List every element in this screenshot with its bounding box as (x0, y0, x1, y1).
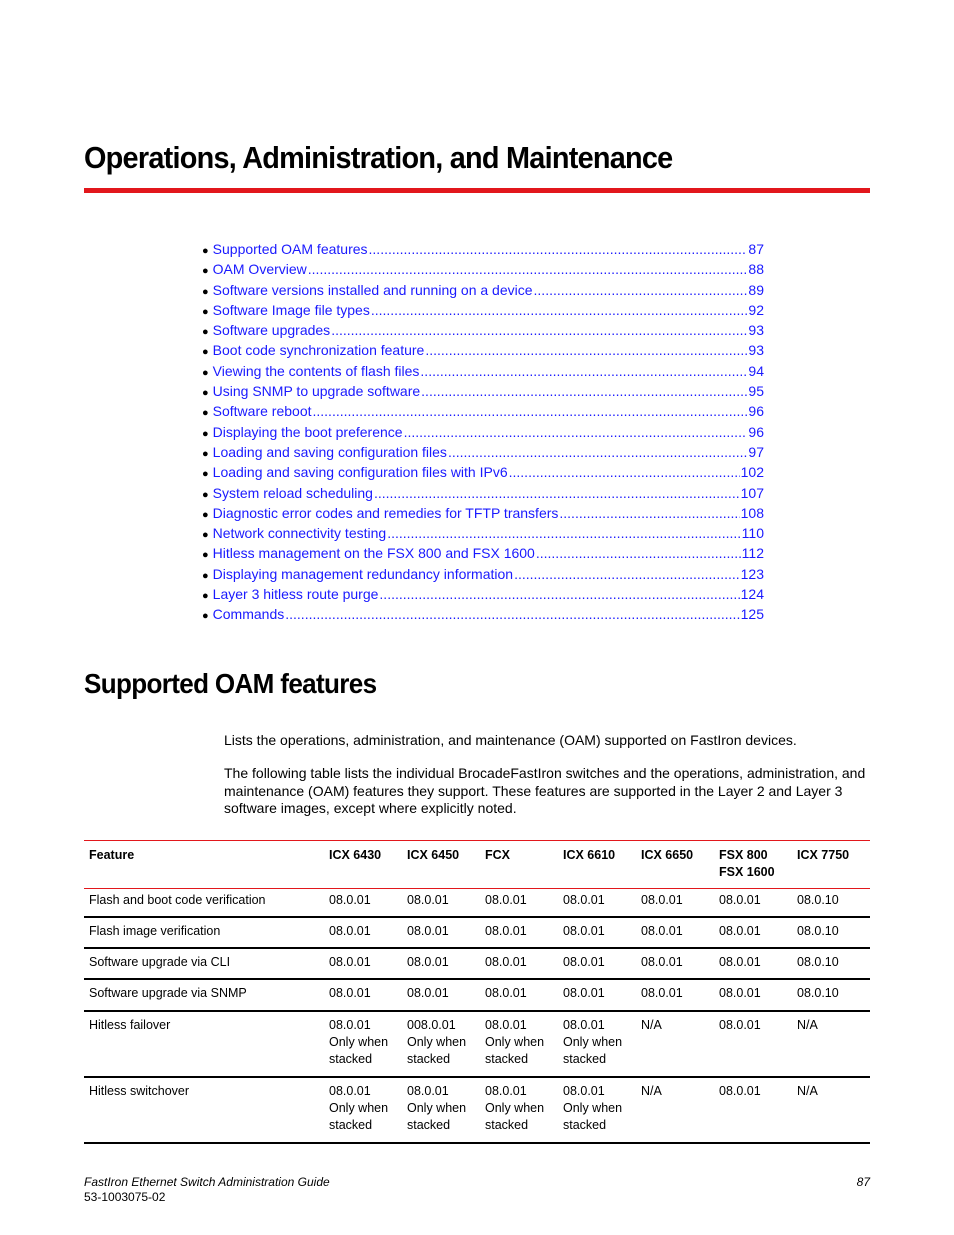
version-cell: 008.0.01 Only when stacked (407, 1017, 467, 1067)
toc-link[interactable] (213, 543, 764, 563)
toc-link[interactable] (213, 462, 764, 482)
toc-entry (202, 361, 764, 381)
toc-link-label: Using SNMP to upgrade software (212, 383, 421, 400)
toc-entry (202, 340, 764, 360)
toc-page-number: 96 (748, 423, 764, 440)
toc-link-label: Network connectivity testing (212, 525, 387, 542)
toc-link[interactable] (213, 401, 764, 421)
version-cell: 08.0.01 (719, 923, 761, 938)
version-cell: 08.0.01 (329, 955, 371, 970)
toc-leader-dots (420, 361, 747, 381)
version-cell: 08.0.01 (641, 923, 683, 938)
toc-leader-dots (331, 320, 747, 340)
toc-link-label: Displaying management redundancy information (212, 565, 514, 582)
table-row (84, 948, 870, 979)
toc-entry (202, 604, 764, 624)
toc-link-label: Software reboot (212, 403, 312, 420)
column-header: Feature (89, 848, 135, 862)
version-cell: 08.0.01 (485, 892, 527, 907)
toc-entry (202, 401, 764, 421)
toc-entry (202, 503, 764, 523)
toc-leader-dots (514, 564, 740, 584)
toc-entry (202, 280, 764, 300)
version-cell: 08.0.01 (329, 892, 371, 907)
version-cell: N/A (641, 1083, 662, 1098)
bullet-icon: ● (202, 529, 209, 542)
version-cell: 08.0.01 (407, 986, 449, 1001)
version-cell: 08.0.01 Only when stacked (485, 1017, 545, 1067)
toc-entry (202, 422, 764, 442)
toc-link[interactable] (213, 584, 764, 604)
bullet-icon: ● (202, 427, 209, 440)
toc-entry (202, 381, 764, 401)
toc-page-number: 93 (748, 342, 764, 359)
version-cell: 08.0.01 (563, 955, 605, 970)
toc-link[interactable] (213, 604, 764, 624)
toc-link-label: Viewing the contents of flash files (212, 362, 420, 379)
toc-page-number: 123 (740, 565, 764, 582)
table-row (84, 888, 870, 917)
version-cell: N/A (797, 1017, 818, 1032)
toc-page-number: 112 (741, 545, 764, 562)
toc-page-number: 93 (748, 322, 764, 339)
section-title: Supported OAM features (84, 668, 377, 699)
toc-link[interactable] (213, 564, 764, 584)
toc-link-label: OAM Overview (212, 261, 307, 278)
toc-leader-dots (387, 523, 740, 543)
chapter-title: Operations, Administration, and Maintenance (84, 140, 673, 175)
version-cell: 08.0.01 Only when stacked (485, 1083, 545, 1133)
bullet-icon: ● (202, 610, 209, 623)
toc-leader-dots (559, 503, 739, 523)
toc-page-number: 102 (740, 464, 764, 481)
version-cell: 08.0.01 Only when stacked (563, 1083, 623, 1133)
bullet-icon: ● (202, 407, 209, 420)
toc-entry (202, 442, 764, 462)
version-cell: 08.0.10 (797, 923, 839, 938)
toc-entry (202, 564, 764, 584)
toc-link[interactable] (213, 300, 764, 320)
bullet-icon: ● (202, 285, 209, 298)
bullet-icon: ● (202, 488, 209, 501)
toc-leader-dots (536, 543, 741, 563)
bullet-icon: ● (202, 366, 209, 379)
feature-cell: Hitless switchover (89, 1083, 190, 1098)
version-cell: 08.0.01 (719, 1017, 761, 1032)
toc-entry (202, 462, 764, 482)
column-header: ICX 6450 (407, 848, 460, 862)
toc-link-label: Supported OAM features (212, 241, 368, 257)
version-cell: 08.0.01 Only when stacked (407, 1083, 467, 1133)
column-header: ICX 6430 (329, 848, 382, 862)
version-cell: 08.0.01 (641, 955, 683, 970)
bullet-icon: ● (202, 569, 209, 582)
toc-leader-dots (371, 300, 748, 320)
toc-link[interactable] (213, 340, 764, 360)
toc-link-label: Software Image file types (212, 301, 370, 318)
version-cell: 08.0.10 (797, 955, 839, 970)
footer-doc-title: FastIron Ethernet Switch Administration Guide (84, 1175, 330, 1189)
toc-page-number: 88 (748, 261, 764, 278)
feature-cell: Software upgrade via SNMP (89, 986, 247, 1001)
toc-link[interactable] (213, 422, 764, 442)
toc-page-number: 124 (740, 586, 764, 603)
bullet-icon: ● (202, 326, 209, 339)
bullet-icon: ● (202, 590, 209, 603)
version-cell: 08.0.01 Only when stacked (563, 1017, 623, 1067)
version-cell: 08.0.01 (485, 986, 527, 1001)
toc-page-number: 97 (748, 443, 764, 460)
column-header: FSX 800 FSX 1600 (719, 848, 775, 880)
version-cell: 08.0.01 (407, 892, 449, 907)
footer-left (84, 1175, 330, 1205)
version-cell: 08.0.01 (719, 892, 761, 907)
version-cell: 08.0.01 (329, 923, 371, 938)
toc-entry (202, 259, 764, 279)
toc-page-number: 125 (740, 606, 764, 623)
toc-leader-dots (313, 401, 748, 421)
table-row (84, 979, 870, 1010)
toc-leader-dots (379, 584, 739, 604)
toc-page-number: 95 (748, 383, 764, 400)
feature-cell: Flash image verification (89, 923, 221, 938)
title-rule (84, 188, 870, 193)
toc-entry (202, 300, 764, 320)
table-row (84, 1011, 870, 1077)
version-cell: N/A (641, 1017, 662, 1032)
version-cell: 08.0.01 (485, 955, 527, 970)
column-header: ICX 7750 (797, 848, 850, 862)
oam-features-table (84, 840, 870, 1144)
toc-entry (202, 239, 764, 259)
version-cell: 08.0.01 Only when stacked (329, 1017, 389, 1067)
toc-link-label: Software versions installed and running on a device (212, 281, 533, 298)
toc-page-number: 108 (740, 504, 764, 521)
toc-link[interactable] (213, 239, 764, 259)
toc-link-label: Loading and saving configuration files with IPv6 (212, 464, 508, 481)
toc-leader-dots (425, 340, 747, 360)
toc-entry (202, 320, 764, 340)
toc-link-label: System reload scheduling (212, 484, 373, 501)
toc-link[interactable] (213, 503, 764, 523)
column-header: FCX (485, 848, 510, 862)
toc-link-label: Software upgrades (212, 322, 331, 339)
feature-cell: Hitless failover (89, 1017, 171, 1032)
version-cell: 08.0.01 (641, 892, 683, 907)
toc-page-number: 92 (748, 301, 764, 318)
footer-doc-number: 53-1003075-02 (84, 1190, 166, 1204)
bullet-icon: ● (202, 508, 209, 521)
toc-link[interactable] (213, 483, 764, 503)
toc-entry (202, 543, 764, 563)
toc-leader-dots (404, 422, 748, 442)
version-cell: 08.0.10 (797, 986, 839, 1001)
version-cell: 08.0.01 (485, 923, 527, 938)
toc-link[interactable] (213, 280, 764, 300)
toc-leader-dots (369, 239, 748, 259)
toc-leader-dots (509, 462, 740, 482)
toc-link[interactable] (213, 381, 764, 401)
bullet-icon: ● (202, 265, 209, 278)
version-cell: 08.0.01 (719, 986, 761, 1001)
column-header: ICX 6650 (641, 848, 694, 862)
toc-page-number: 110 (741, 525, 764, 542)
version-cell: 08.0.10 (797, 892, 839, 907)
bullet-icon: ● (202, 447, 209, 460)
toc-link-label: Diagnostic error codes and remedies for TFTP transfers (212, 504, 559, 521)
version-cell: 08.0.01 (563, 892, 605, 907)
feature-cell: Flash and boot code verification (89, 892, 266, 907)
toc-leader-dots (285, 604, 739, 624)
toc-link-label: Loading and saving configuration files (212, 443, 447, 460)
toc-page-number: 89 (748, 281, 764, 298)
bullet-icon: ● (202, 346, 209, 359)
bullet-icon: ● (202, 245, 209, 257)
toc-page-number: 107 (740, 484, 764, 501)
version-cell: 08.0.01 (563, 923, 605, 938)
version-cell: 08.0.01 (563, 986, 605, 1001)
bullet-icon: ● (202, 387, 209, 400)
toc-link-label: Layer 3 hitless route purge (212, 586, 379, 603)
bullet-icon: ● (202, 305, 209, 318)
toc-leader-dots (421, 381, 747, 401)
toc-link[interactable] (213, 442, 764, 462)
version-cell: 08.0.01 (719, 1083, 761, 1098)
toc-page-number: 87 (748, 241, 764, 257)
version-cell: 08.0.01 (329, 986, 371, 1001)
bullet-icon: ● (202, 468, 209, 481)
column-header: ICX 6610 (563, 848, 616, 862)
bullet-icon: ● (202, 549, 209, 562)
feature-cell: Software upgrade via CLI (89, 955, 231, 970)
version-cell: 08.0.01 (641, 986, 683, 1001)
toc-entry (202, 483, 764, 503)
footer-page-number: 87 (856, 1175, 870, 1189)
version-cell: N/A (797, 1083, 818, 1098)
version-cell: 08.0.01 (407, 955, 449, 970)
mini-toc (202, 239, 764, 625)
table-row (84, 917, 870, 948)
table-description-paragraph: The following table lists the individual BrocadeFastIron switches and the operations, administration, and maintenance (OAM) features they support. These features are supported in the Layer 2 and Layer 3 software images, except where explicitly noted. (224, 765, 866, 816)
toc-link[interactable] (213, 523, 764, 543)
version-cell: 08.0.01 (719, 955, 761, 970)
toc-entry (202, 523, 764, 543)
toc-link-label: Hitless management on the FSX 800 and FSX 1600 (212, 545, 535, 562)
toc-leader-dots (534, 280, 748, 300)
toc-leader-dots (374, 483, 740, 503)
toc-link[interactable] (213, 361, 764, 381)
toc-link-label: Commands (212, 606, 285, 623)
toc-entry (202, 584, 764, 604)
toc-link[interactable] (213, 320, 764, 340)
version-cell: 08.0.01 Only when stacked (329, 1083, 389, 1133)
intro-paragraph: Lists the operations, administration, and maintenance (OAM) supported on FastIron devices. (224, 732, 797, 748)
table-row (84, 1077, 870, 1143)
toc-leader-dots (448, 442, 747, 462)
table-header-row (84, 841, 870, 889)
toc-link[interactable] (213, 259, 764, 279)
toc-leader-dots (308, 259, 748, 279)
toc-link-label: Displaying the boot preference (212, 423, 403, 440)
toc-link-label: Boot code synchronization feature (212, 342, 425, 359)
toc-page-number: 96 (748, 403, 764, 420)
version-cell: 08.0.01 (407, 923, 449, 938)
toc-page-number: 94 (748, 362, 764, 379)
